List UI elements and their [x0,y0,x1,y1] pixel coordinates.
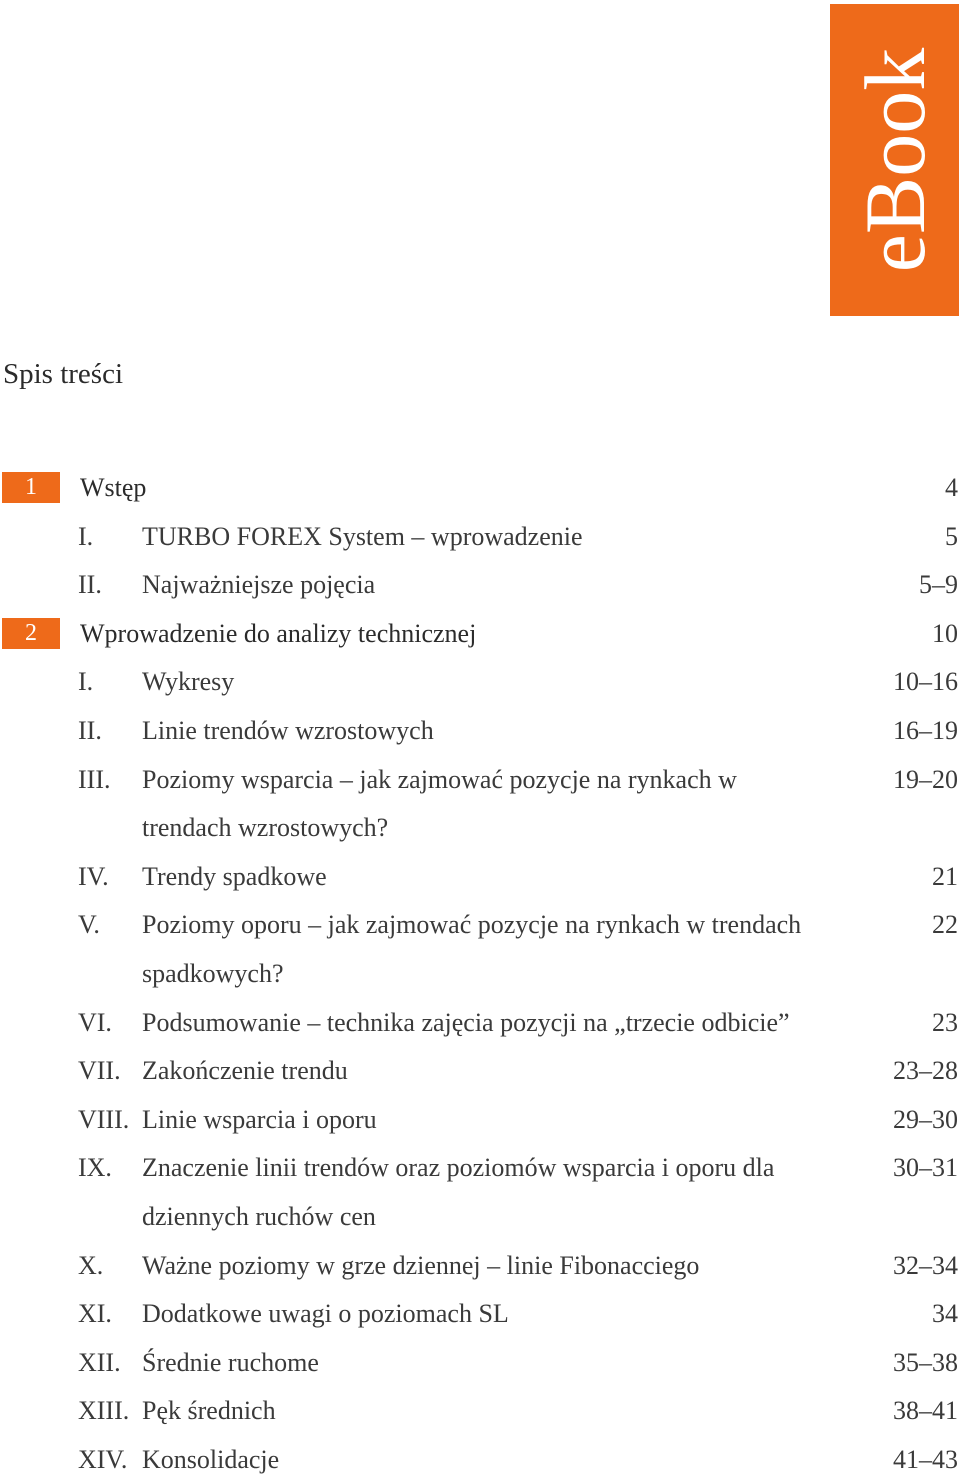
toc-entry[interactable] [0,707,960,756]
entry-numeral: X. [78,1250,104,1280]
entry-title: Poziomy wsparcia – jak zajmować pozycje na rynkach w trendach wzrostowych? [142,764,737,843]
entry-title: Pęk średnich [142,1396,276,1426]
entry-numeral: XI. [78,1299,112,1329]
toc-chapter-1[interactable] [0,464,960,513]
page-range: 16–19 [893,715,958,745]
entry-title: Zakończenie trendu [142,1056,348,1086]
page-range: 4 [945,473,958,502]
ebook-tab [830,4,959,316]
toc-entry[interactable] [0,853,960,902]
page-range: 10–16 [893,667,958,697]
entry-title: TURBO FOREX System – wprowadzenie [142,521,583,551]
entry-title: Linie wsparcia i oporu [142,1104,377,1134]
toc-entry[interactable] [0,1387,960,1436]
entry-title: Linie trendów wzrostowych [142,715,434,745]
entry-numeral: IX. [78,1153,112,1183]
toc-entry[interactable] [0,1242,960,1291]
page-range: 34 [932,1299,958,1329]
toc-entry[interactable] [0,901,960,998]
entry-title: Poziomy oporu – jak zajmować pozycje na rynkach w trendach spadkowych? [142,910,802,988]
toc-entry[interactable] [0,658,960,707]
entry-numeral: V. [78,910,100,940]
entry-numeral: II. [78,570,102,600]
page-range: 19–20 [893,764,958,794]
toc-entry[interactable] [0,1144,960,1241]
page-range: 22 [932,910,958,940]
entry-title: Dodatkowe uwagi o poziomach SL [142,1299,509,1329]
entry-numeral: II. [78,715,102,745]
page-range: 29–30 [893,1104,958,1134]
toc-entry[interactable] [0,756,960,853]
chapter-number-badge: 2 [2,618,60,649]
toc-entry[interactable] [0,1339,960,1388]
page-range: 5–9 [919,570,958,600]
chapter-title: Wprowadzenie do analizy technicznej [80,618,477,648]
toc-entry[interactable] [0,1290,960,1339]
toc-entry[interactable] [0,999,960,1048]
entry-title: Ważne poziomy w grze dziennej – linie Fibonacciego [142,1250,700,1280]
chapter-number-badge: 1 [2,472,60,503]
toc-entry[interactable] [0,1047,960,1096]
entry-numeral: I. [78,521,94,551]
toc-entry[interactable] [0,561,960,610]
entry-title: Znaczenie linii trendów oraz poziomów wsparcia i oporu dla dziennych ruchów cen [142,1153,775,1231]
entry-title: Wykresy [142,667,235,697]
entry-numeral: XII. [78,1347,121,1377]
entry-numeral: XIII. [78,1396,130,1426]
ebook-logo: eBook [846,47,943,273]
page-range: 10 [932,618,958,648]
page-range: 21 [932,861,958,891]
entry-numeral: III. [78,764,111,794]
entry-numeral: VI. [78,1007,112,1037]
entry-title: Konsolidacje [142,1444,280,1474]
entry-numeral: VII. [78,1056,121,1086]
toc-entry[interactable] [0,1436,960,1484]
toc-title: Spis treści [3,358,124,390]
toc-chapter-2[interactable] [0,610,960,659]
table-of-contents [0,464,960,1484]
entry-title: Trendy spadkowe [142,861,327,891]
entry-numeral: VIII. [78,1104,130,1134]
entry-numeral: I. [78,667,94,697]
entry-numeral: XIV. [78,1444,128,1474]
toc-entry[interactable] [0,1096,960,1145]
page-range: 30–31 [893,1153,958,1183]
toc-entry[interactable] [0,513,960,562]
entry-numeral: IV. [78,861,109,891]
page-range: 38–41 [893,1396,958,1426]
page-range: 5 [945,521,958,551]
page-range: 41–43 [893,1444,958,1474]
entry-title: Podsumowanie – technika zajęcia pozycji na „trzecie odbicie” [142,1007,790,1037]
page-range: 35–38 [893,1347,958,1377]
page-range: 32–34 [893,1250,958,1280]
page-range: 23–28 [893,1056,958,1086]
entry-title: Najważniejsze pojęcia [142,570,376,600]
entry-title: Średnie ruchome [142,1347,319,1377]
page-range: 23 [932,1007,958,1037]
chapter-title: Wstęp [80,473,147,502]
